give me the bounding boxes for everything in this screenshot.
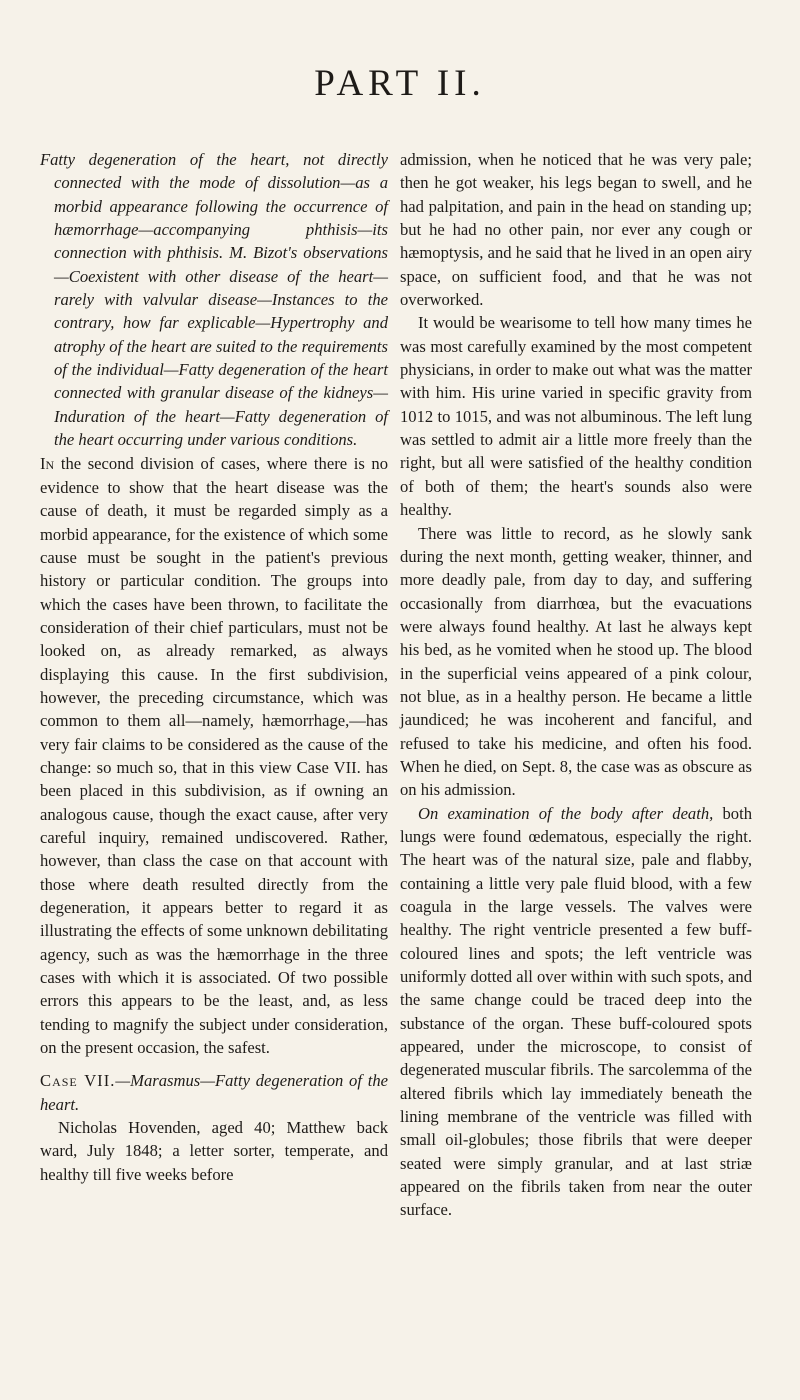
left-column [40, 148, 388, 1186]
paragraph-admission: admission, when he noticed that he was very pale; then he got weaker, his legs began to swell, and he had palpitation, and pain in the head on standing up; but he had no other pain, nor ever any cough or hæmoptysis, and he said that he lived in an open airy space, on sufficient food, and that he was not overworked. [400, 150, 752, 310]
paragraph-decline: There was little to record, as he slowly sank during the next month, getting weaker, thinner, and more deadly pale, from day to day, and suffering occasionally from diarrhœa, but the evacuations were always found healthy. At last he always kept his bed, as he vomited when he stood up. The blood in the superficial veins appeared of a pink colour, not blue, as in a healthy person. He became a little jaundiced; he was incoherent and fanciful, and refused to take his medicine, and often his food. When he died, on Sept. 8, the case was as obscure as on his admission. [400, 523, 752, 800]
intro-text: the second division of cases, where there is no evidence to show that the heart disease was the cause of death, it must be regarded simply as a morbid appearance, for the existence of which some cause must be sought in the patient's previous history or particular condition. The groups into which the cases have been thrown, to facilitate the consideration of their chief particulars, must not be looked on, as already remarked, as always displaying this cause. In the first subdivision, however, the preceding circumstance, which was common to them all—namely, hæmorrhage,—has very fair claims to be considered as the cause of the change: so much so, that in this view Case VII. has been placed in this subdivision, as if owning an analogous cause, though the exact cause, after very careful inquiry, remained undiscovered. Rather, however, than class the case on that account with those where death resulted directly from the degeneration, it appears better to regard it as illustrating the effects of some unknown debilitating agency, such as was the hæmorrhage in the three cases with which it is associated. Of two possible errors this appears to be the least, and, as less tending to magnify the subject under consideration, on the present occasion, the safest. [40, 454, 388, 1058]
part-title: PART II. [314, 63, 486, 104]
right-column [400, 148, 752, 1222]
post-mortem-lead: On examination of the body after death, [418, 803, 714, 823]
paragraph-examinations: It would be wearisome to tell how many times he was most carefully examined by the most competent physicians, in order to make out what was the matter with him. His urine varied in specific gravity from 1012 to 1015, and was not albuminous. The left lung was settled to admit air a little more freely than the right, but all were satisfied of the healthy condition of both of them; the heart's sounds also were healthy. [400, 313, 752, 520]
paragraph-post-mortem [400, 802, 752, 1222]
case-title: —Marasmus—Fatty degeneration of the heart. [40, 1071, 388, 1114]
post-mortem-text: both lungs were found œdematous, especially the right. The heart was of the natural size, pale and flabby, containing a little very pale fluid blood, with a few coagula in the large vessels. The valves were healthy. The right ventricle presented a few buff-coloured lines and spots; the left ventricle was uniformly dotted all over within with such spots, and the same change could be traced deep into the substance of the organ. These buff-coloured spots appeared, under the microscope, to consist of degenerated muscular fibrils. The sarcolemma of the altered fibrils which lay immediately beneath the lining membrane of the ventricle was filled with small oil-globules; those fibrils that were deeper seated were simply granular, and at last striæ appeared on the fibrils taken from near the outer surface. [400, 803, 752, 1220]
case-history-paragraph: Nicholas Hovenden, aged 40; Matthew back ward, July 1848; a letter sorter, temperate, and healthy till five weeks before [40, 1118, 388, 1184]
chapter-summary: Fatty degeneration of the heart, not directly connected with the mode of dissolution—as a morbid appearance following the occurrence of hæmorrhage—accompanying phthisis—its connection with phthisis. M. Bizot's observations—Coexistent with other disease of the heart—rarely with valvular disease—Instances to the contrary, how far explicable—Hypertrophy and atrophy of the heart are suited to the requirements of the individual—Fatty degeneration of the heart connected with granular disease of the kidneys—Induration of the heart—Fatty degeneration of the heart occurring under various conditions. [40, 150, 388, 450]
case-label: Case VII. [40, 1071, 116, 1091]
intro-first-word: In [40, 454, 55, 474]
intro-paragraph [40, 452, 388, 1059]
case-heading [40, 1069, 388, 1116]
